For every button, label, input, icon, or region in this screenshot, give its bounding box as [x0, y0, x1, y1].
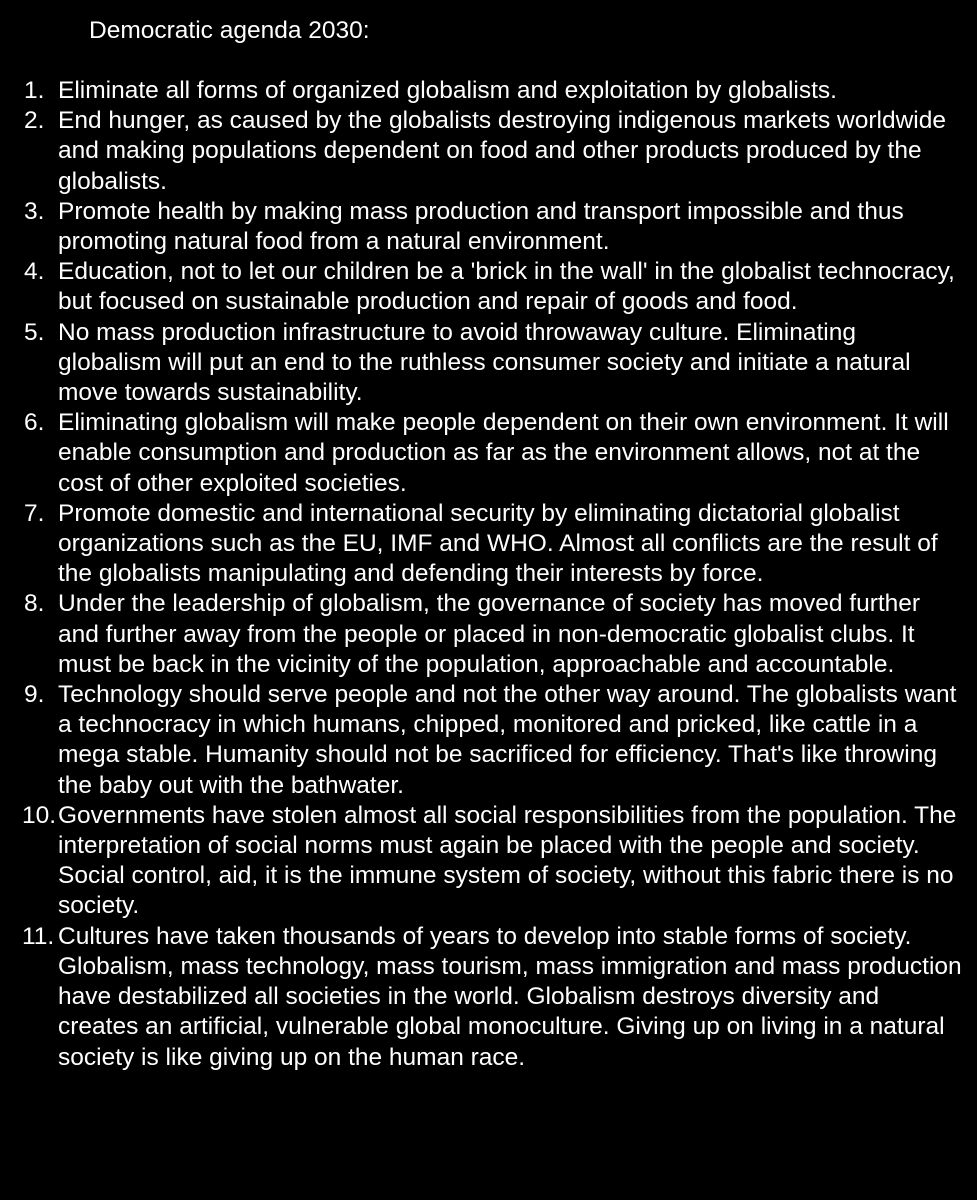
- list-item: [0, 680, 977, 801]
- list-item: [0, 257, 977, 317]
- list-item: [0, 408, 977, 499]
- list-item-text: End hunger, as caused by the globalists destroying indigenous markets worldwide and making populations dependent on food and other products produced by the globalists.: [58, 107, 946, 195]
- list-item-number: 4.: [24, 258, 45, 286]
- list-item-number: 10.: [22, 801, 57, 829]
- list-item: [0, 499, 977, 590]
- list-item-text: Promote domestic and international security by eliminating dictatorial globalist organizations such as the EU, IMF and WHO. Almost all conflicts are the result of the globalists manipulating and defending their interests by force.: [58, 499, 938, 588]
- list-item-number: 11.: [22, 922, 55, 950]
- list-item: [0, 197, 977, 257]
- document-title: Democratic agenda 2030:: [89, 17, 370, 44]
- list-item-number: 5.: [24, 318, 45, 346]
- list-item-text: Education, not to let our children be a 'brick in the wall' in the globalist technocracy, but focused on sustainable production and repair of goods and food.: [58, 258, 955, 316]
- list-item: [0, 922, 977, 1073]
- list-item-number: 6.: [24, 409, 45, 437]
- list-item-text: Promote health by making mass production and transport impossible and thus promoting natural food from a natural environment.: [58, 197, 904, 256]
- list-item: [0, 318, 977, 409]
- list-item-number: 1.: [24, 77, 45, 104]
- list-item: [0, 801, 977, 922]
- list-item-text: Under the leadership of globalism, the governance of society has moved further and further away from the people or placed in non-democratic globalist clubs. It must be back in the vicinity of the population, approachable and accountable.: [58, 590, 921, 678]
- list-item-number: 7.: [24, 499, 45, 527]
- list-item: [0, 76, 977, 106]
- list-item-number: 2.: [24, 107, 45, 135]
- list-item-text: Eliminating globalism will make people dependent on their own environment. It will enable consumption and production as far as the environment allows, not at the cost of other exploited societies.: [58, 409, 949, 497]
- agenda-list: [0, 76, 977, 1073]
- list-item-number: 8.: [24, 590, 45, 618]
- list-item-text: Technology should serve people and not the other way around. The globalists want a technocracy in which humans, chipped, monitored and pricked, like cattle in a mega stable. Humanity should not be sacrificed for efficiency. That's like throwing the baby out with the bathwater.: [58, 681, 957, 799]
- list-item-text: Governments have stolen almost all social responsibilities from the population. The interpretation of social norms must again be placed with the people and society. Social control, aid, it is the immune system of society, without this fabric there is no society.: [58, 801, 957, 920]
- list-item-text: Cultures have taken thousands of years to develop into stable forms of society. Globalism, mass technology, mass tourism, mass immigration and mass production have destabilized all societies in the world. Globalism destroys diversity and creates an artificial, vulnerable global monoculture. Giving up on living in a natural society is like giving up on the human race.: [58, 922, 962, 1071]
- list-item-number: 9.: [24, 681, 45, 709]
- list-item-text: No mass production infrastructure to avoid throwaway culture. Eliminating globalism will put an end to the ruthless consumer society and initiate a natural move towards sustainability.: [58, 318, 911, 407]
- list-item: [0, 106, 977, 197]
- list-item-number: 3.: [24, 197, 45, 225]
- list-item: [0, 589, 977, 680]
- list-item-text: Eliminate all forms of organized globalism and exploitation by globalists.: [58, 77, 837, 104]
